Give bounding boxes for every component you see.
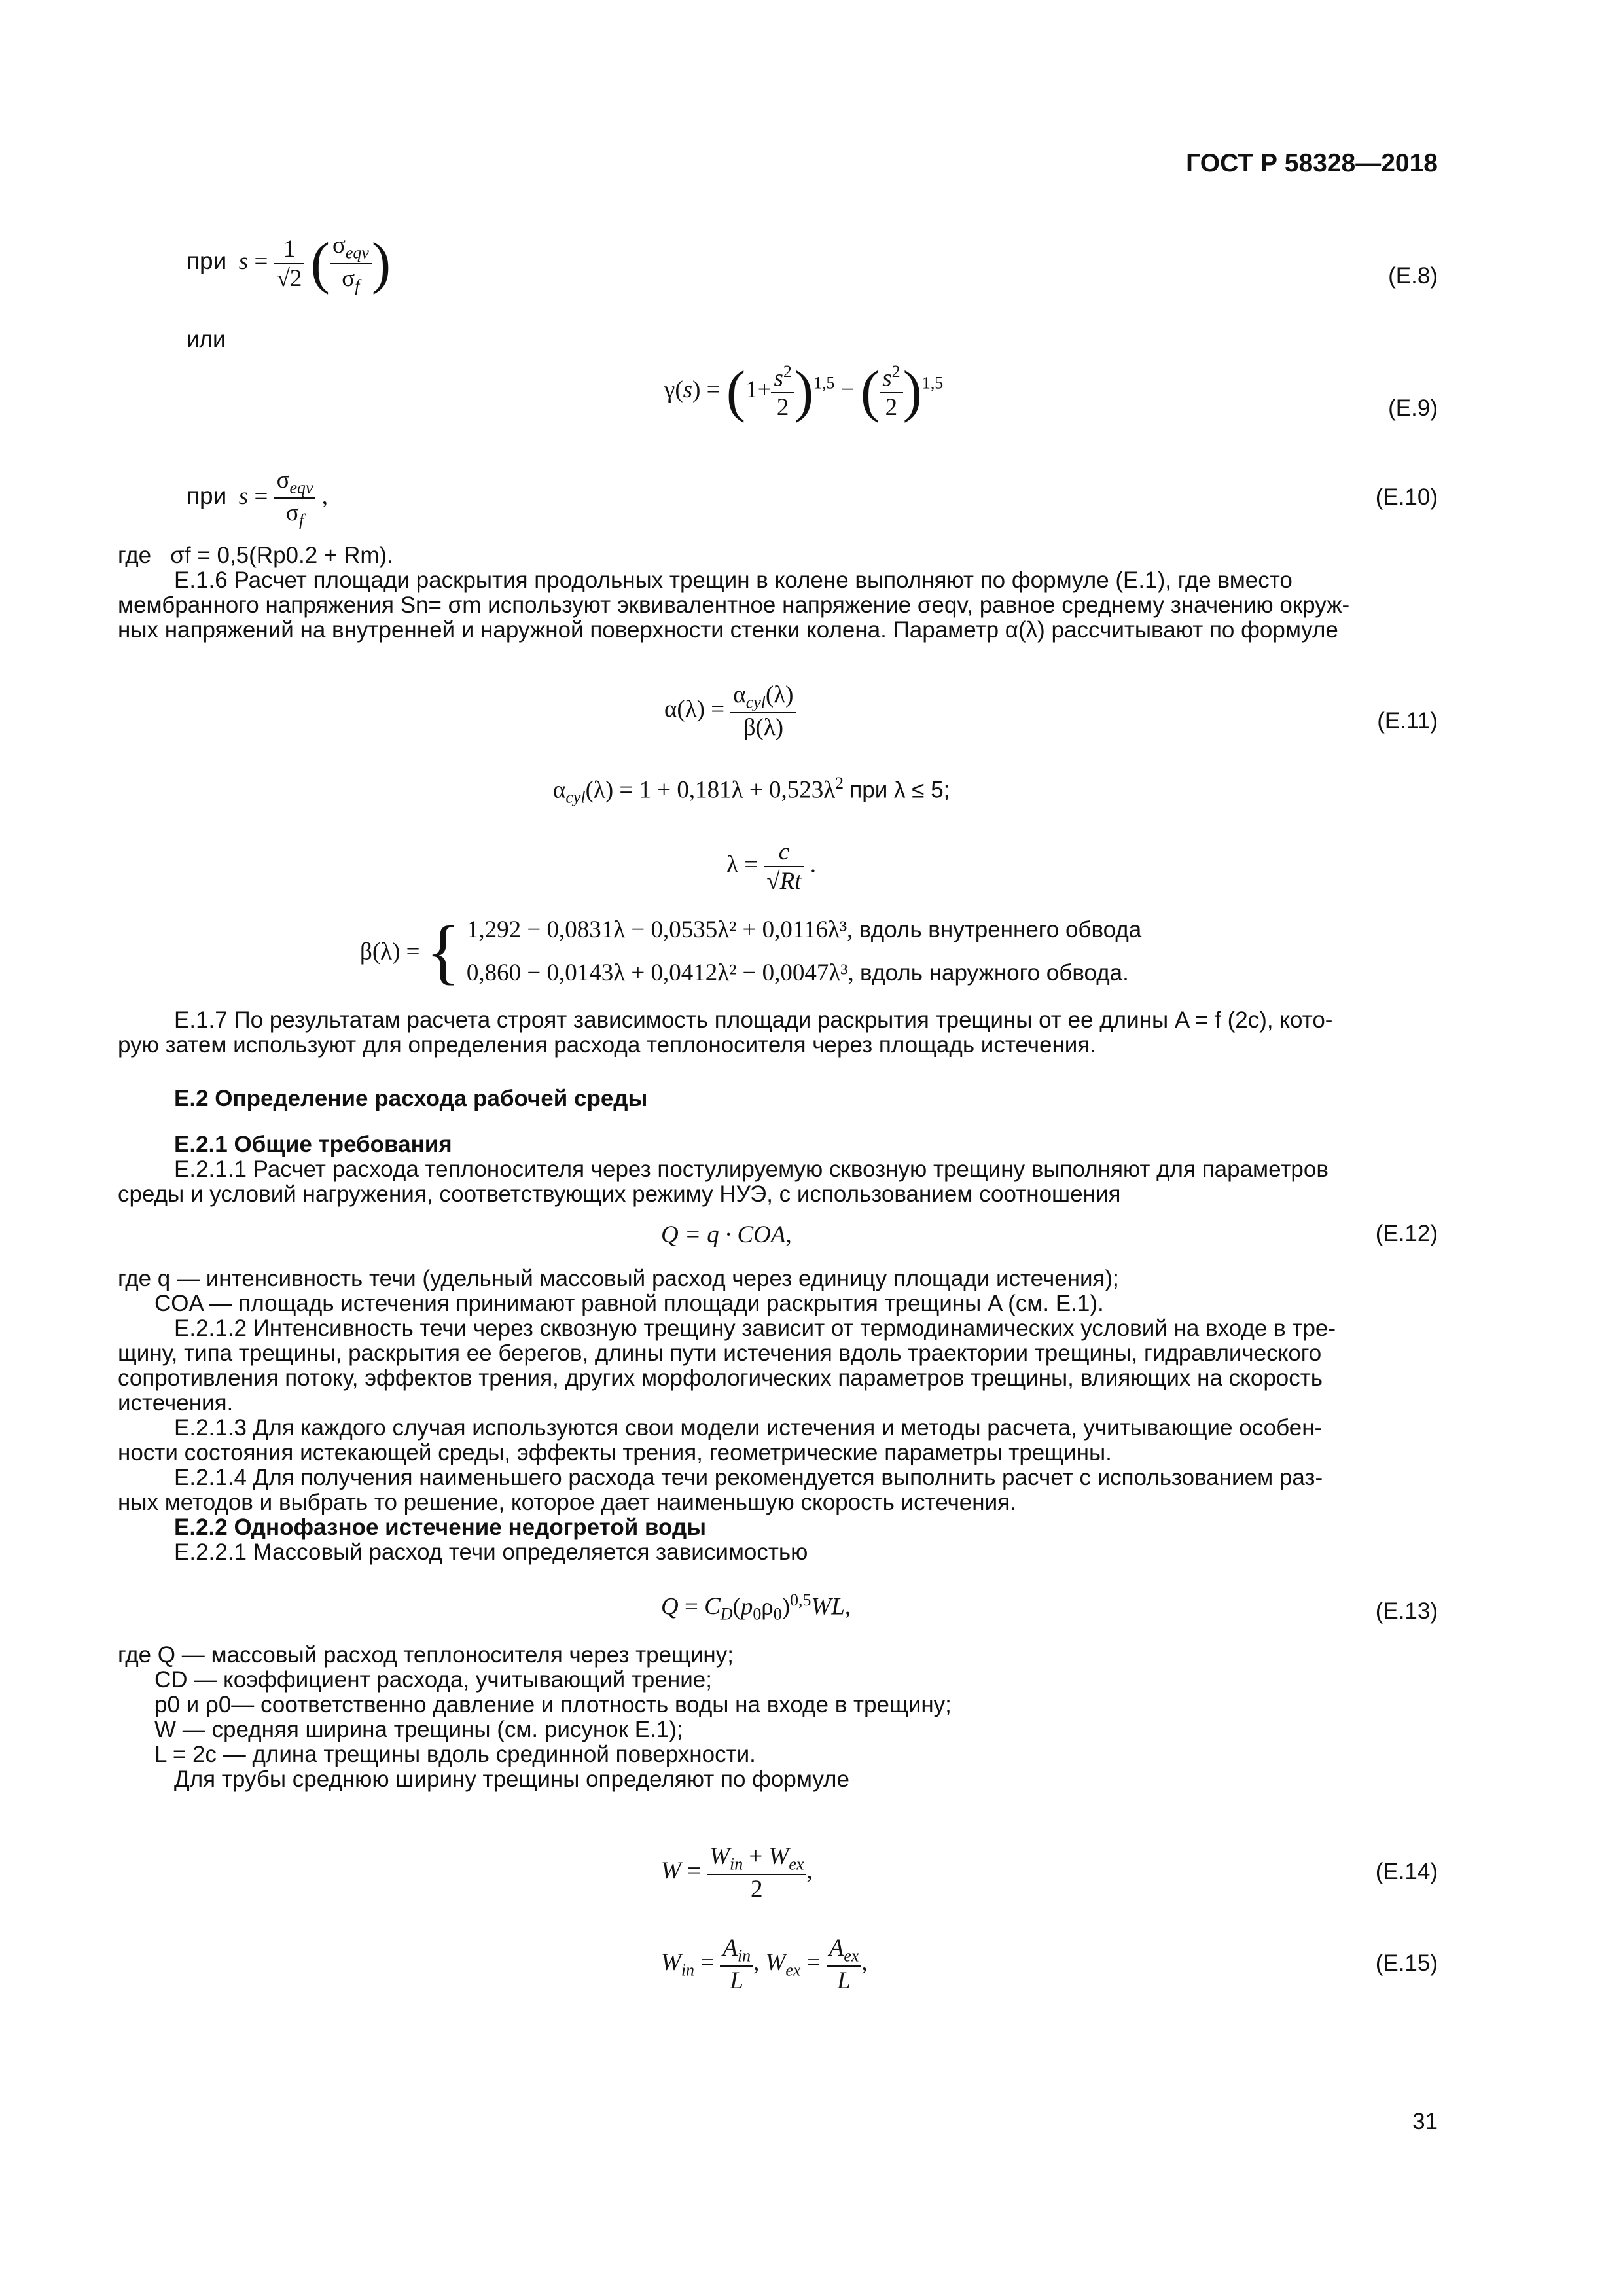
- equation-e12: Q = q · COA,: [661, 1221, 792, 1248]
- equation-e15: $W_{in}$ = $\frac{A_{in}}{L}$ , $W_{ex}$ = $\frac{A_{ex}}{L}$ ,: [661, 1935, 868, 1995]
- eq-number-e12: (Е.12): [1375, 1221, 1438, 1246]
- equation-beta: β(λ) = { 1,292 − 0,0831λ − 0,0535λ² + 0,0116λ³, вдоль внутреннего обвода 0,860 − 0,0143λ + 0,0412λ² − 0,0047λ³, вдоль наружного обвода.: [360, 911, 1142, 992]
- equation-e14: W = $\frac{W_{in} + W_{ex}}{2}$ ,: [661, 1843, 813, 1903]
- eq-number-e10: (Е.10): [1375, 484, 1438, 510]
- paragraph-e214: Е.2.1.4 Для получения наименьшего расхода течи рекомендуется выполнить расчет с использованием раз- ных методов и выбрать то решение, которое дает наименьшую скорость истечения.: [118, 1465, 1323, 1515]
- eq-number-e15: (Е.15): [1375, 1950, 1438, 1976]
- paragraph-e213: Е.2.1.3 Для каждого случая используются свои модели истечения и методы расчета, учитывающие особен- ности состояния истекающей среды, эффекты трения, геометрические параметры трещины.: [118, 1415, 1323, 1465]
- or-word: или: [187, 327, 226, 352]
- equation-alpha-cyl: $\alpha_{cyl}(\lambda) = 1 + 0,181\lambda + 0,523\lambda^2$ при λ ≤ 5;: [553, 774, 950, 807]
- heading-e21: Е.2.1 Общие требования: [174, 1132, 452, 1157]
- heading-e2: Е.2 Определение расхода рабочей среды: [174, 1086, 648, 1111]
- heading-e22: Е.2.2 Однофазное истечение недогретой воды: [174, 1515, 707, 1540]
- equation-e8: при s = $\frac{1}{√2}$ ( $\frac{\sigma_{eqv}}{\sigma_f}$ ): [187, 232, 391, 295]
- where-e13: где Q — массовый расход теплоносителя через трещину; CD — коэффициент расхода, учитывающий трение; p0 и ρ0— соответственно давление и плотность воды на входе в трещину; W — средняя ширина трещины (см. рисунок Е.1); L = 2c — длина трещины вдоль срединной поверхности. Для трубы среднюю ширину трещины определяют по формуле: [118, 1642, 952, 1792]
- paragraph-e212: Е.2.1.2 Интенсивность течи через сквозную трещину зависит от термодинамических условий на входе в тре- щину, типа трещины, раскрытия ее берегов, длины пути истечения вдоль траектории трещины, гидравлического сопротивления потоку, эффектов трения, других морфологических параметров трещины, влияющих на скорость истечения.: [118, 1316, 1336, 1416]
- paragraph-e17: Е.1.7 По результатам расчета строят зависимость площади раскрытия трещины от ее длины A = f (2c), кото- рую затем используют для определения расхода теплоносителя через площадь истечения.: [118, 1007, 1333, 1058]
- eq-number-e11: (Е.11): [1377, 708, 1438, 734]
- where-sigma-f: где σf = 0,5(Rp0.2 + Rm).: [118, 543, 393, 568]
- eq-number-e13: (Е.13): [1375, 1598, 1438, 1624]
- eq-number-e8: (Е.8): [1388, 263, 1438, 289]
- page-header: ГОСТ Р 58328—2018: [1186, 149, 1438, 177]
- paragraph-e16: Е.1.6 Расчет площади раскрытия продольных трещин в колене выполняют по формуле (Е.1), где вместо мембранного напряжения Sn= σm используют эквивалентное напряжение σeqv, равное среднему значению окруж- ных напряжений на внутренней и наружной поверхности стенки колена. Параметр α(λ) рассчитывают по формуле: [118, 567, 1350, 643]
- equation-e11: α(λ) = $\frac{\alpha_{cyl}(\lambda)}{\beta(\lambda)}$: [664, 681, 796, 742]
- eq-number-e9: (Е.9): [1388, 395, 1438, 421]
- equation-e10: при s = $\frac{\sigma_{eqv}}{\sigma_f}$ ,: [187, 467, 328, 530]
- equation-e9: γ(s) = (1+ $\frac{s^2}{2}$ )$^{1,5}$ − ( $\frac{s^2}{2}$ )$^{1,5}$: [664, 360, 944, 423]
- equation-e13: $Q = C_D(p_0\rho_0)^{0,5}WL$,: [661, 1590, 851, 1624]
- equation-lambda: λ = $\frac{c}{√Rt}$ .: [726, 838, 817, 895]
- paragraph-e211: Е.2.1.1 Расчет расхода теплоносителя через постулируемую сквозную трещину выполняют для параметров среды и условий нагружения, соответствующих режиму НУЭ, с использованием соотношения: [118, 1157, 1329, 1207]
- where-e12: где q — интенсивность течи (удельный массовый расход через единицу площади истечения); COA — площадь истечения принимают равной площади раскрытия трещины A (см. Е.1).: [118, 1266, 1119, 1316]
- page-number: 31: [1412, 2109, 1438, 2134]
- eq-number-e14: (Е.14): [1375, 1859, 1438, 1884]
- paragraph-e221: Е.2.2.1 Массовый расход течи определяется зависимостью: [174, 1539, 808, 1565]
